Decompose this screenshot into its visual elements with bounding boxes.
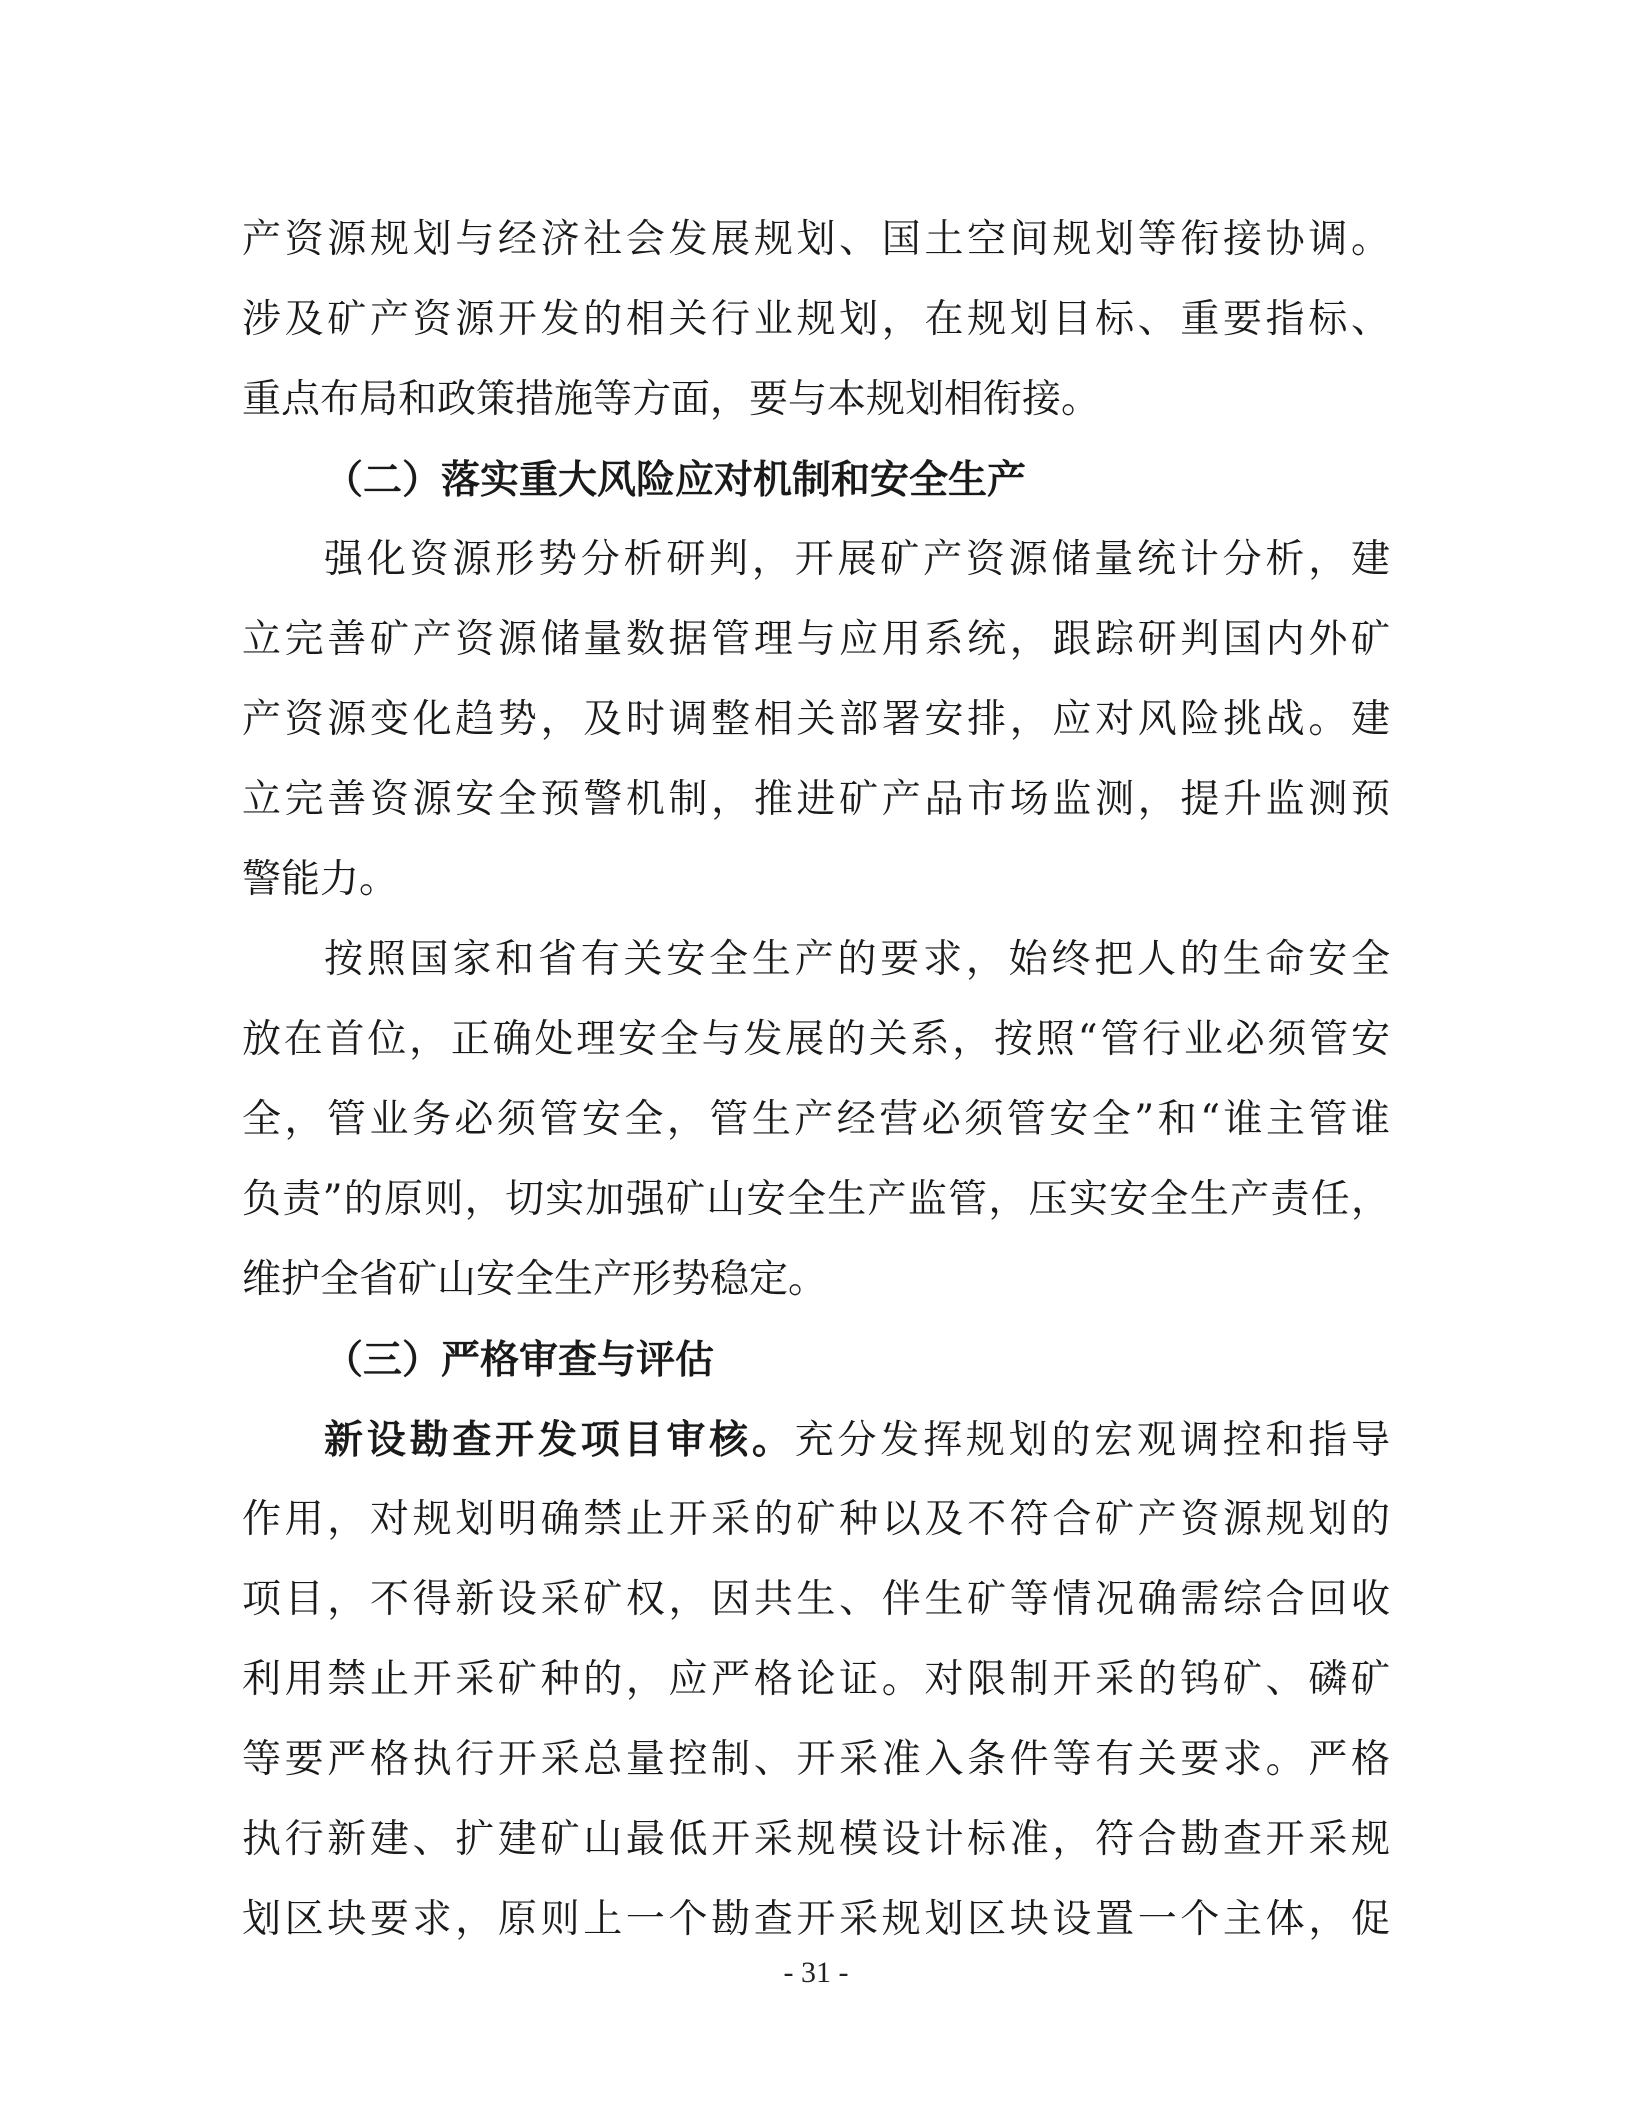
paragraph-line: 产资源变化趋势，及时调整相关部署安排，应对风险挑战。建: [242, 697, 1390, 742]
page-number: - 31 -: [783, 1956, 849, 1989]
paragraph-line: 执行新建、扩建矿山最低开采规模设计标准，符合勘查开采规: [242, 1817, 1390, 1862]
paragraph-line: 立完善矿产资源储量数据管理与应用系统，跟踪研判国内外矿: [242, 617, 1390, 662]
paragraph-line: 警能力。: [242, 857, 399, 902]
paragraph-line: 涉及矿产资源开发的相关行业规划，在规划目标、重要指标、: [242, 297, 1390, 342]
paragraph-line: [242, 1400, 1390, 1480]
paragraph-line: 划区块要求，原则上一个勘查开采规划区块设置一个主体，促: [242, 1897, 1390, 1942]
paragraph-line: 项目，不得新设采矿权，因共生、伴生矿等情况确需综合回收: [242, 1577, 1390, 1622]
paragraph-line: 立完善资源安全预警机制，推进矿产品市场监测，提升监测预: [242, 777, 1390, 822]
section-heading: （二）落实重大风险应对机制和安全生产: [324, 457, 1027, 503]
section-heading: （三）严格审查与评估: [324, 1337, 715, 1383]
body-text: [242, 200, 1390, 1960]
paragraph-line: 产资源规划与经济社会发展规划、国土空间规划等衔接协调。: [242, 217, 1390, 262]
paragraph-line: 强化资源形势分析研判，开展矿产资源储量统计分析，建: [324, 537, 1390, 582]
paragraph-text: 充分发挥规划的宏观调控和指导: [794, 1418, 1390, 1463]
paragraph-line: 按照国家和省有关安全生产的要求，始终把人的生命安全: [324, 937, 1390, 982]
paragraph-line: 全，管业务必须管安全，管生产经营必须管安全”和“谁主管谁: [242, 1097, 1390, 1142]
paragraph-line: 等要严格执行开采总量控制、开采准入条件等有关要求。严格: [242, 1737, 1390, 1782]
paragraph-line: 重点布局和政策措施等方面，要与本规划相衔接。: [242, 377, 1101, 422]
paragraph-line: 利用禁止开采矿种的，应严格论证。对限制开采的钨矿、磷矿: [242, 1657, 1390, 1702]
paragraph-line: 维护全省矿山安全生产形势稳定。: [242, 1257, 828, 1302]
paragraph-line: 放在首位，正确处理安全与发展的关系，按照“管行业必须管安: [242, 1017, 1390, 1062]
paragraph-line: 负责”的原则，切实加强矿山安全生产监管，压实安全生产责任，: [242, 1177, 1390, 1222]
paragraph-lead: 新设勘查开发项目审核。: [324, 1417, 795, 1463]
paragraph-line: 作用，对规划明确禁止开采的矿种以及不符合矿产资源规划的: [242, 1497, 1390, 1542]
